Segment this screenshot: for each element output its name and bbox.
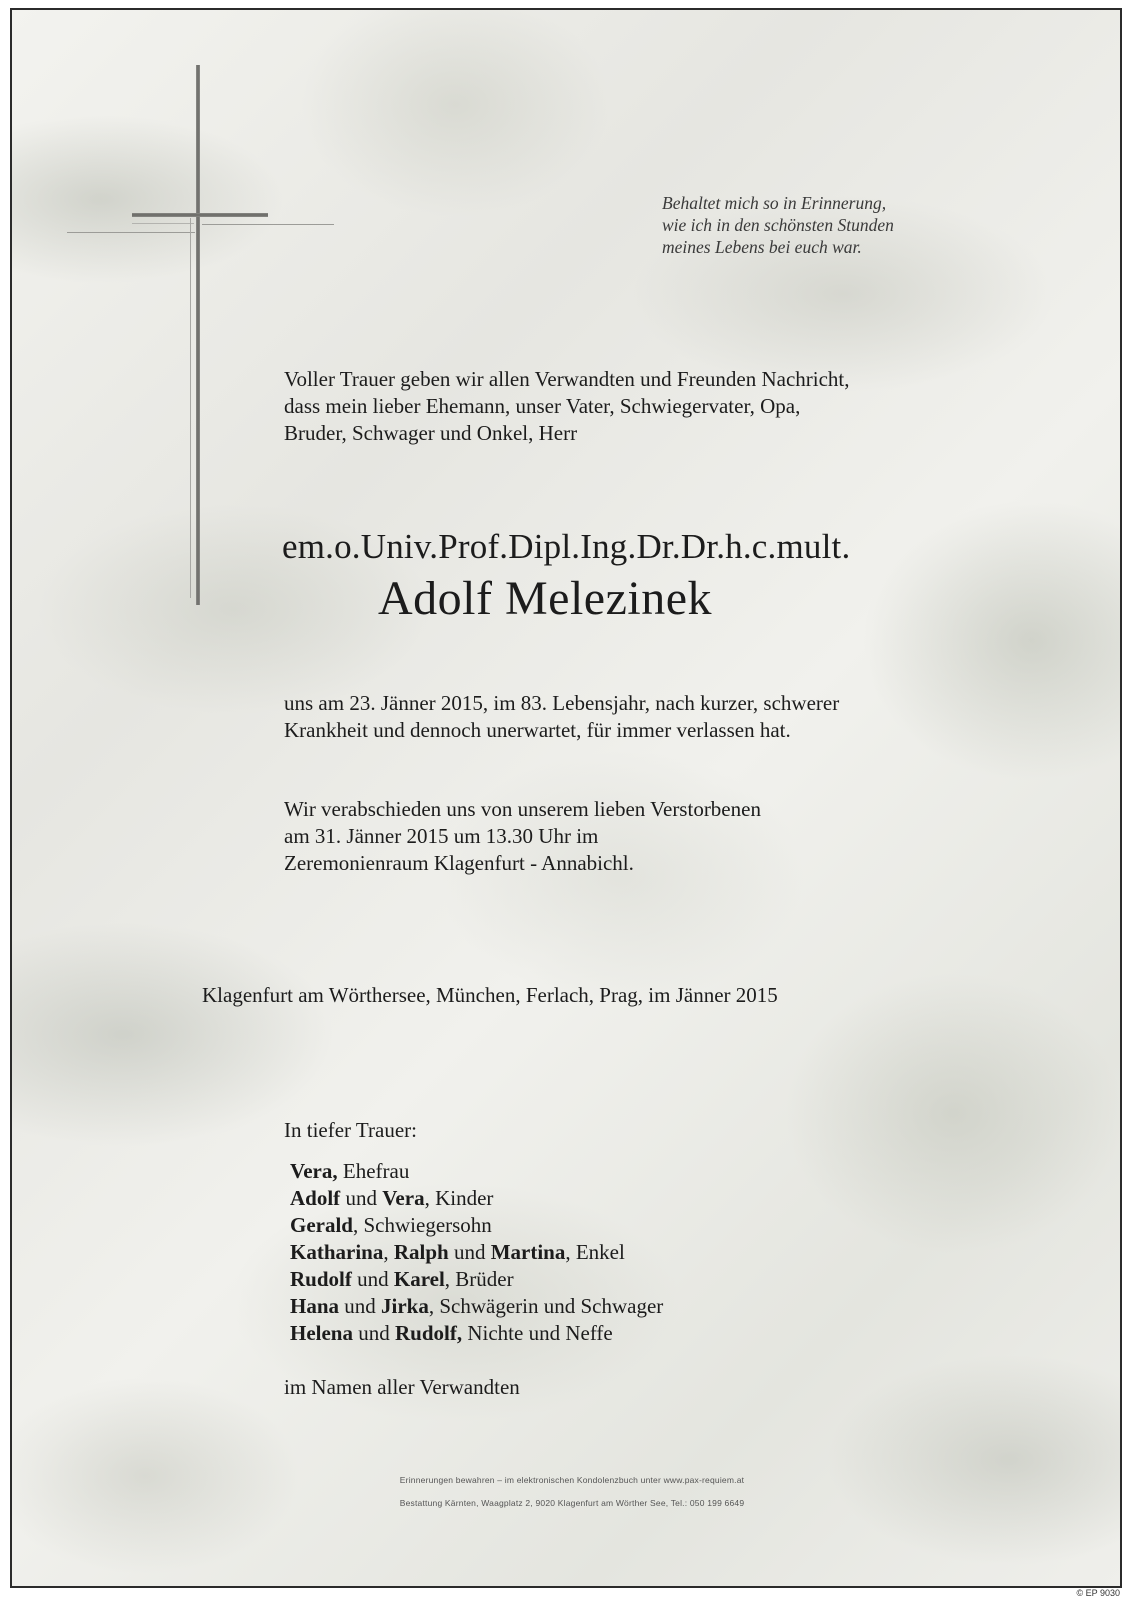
farewell-line: Wir verabschieden uns von unserem lieben Verstorbenen — [284, 797, 761, 821]
announcement-text — [284, 366, 1044, 447]
cross-beam-vertical — [196, 65, 200, 605]
obituary-notice — [10, 8, 1122, 1588]
cross-line — [132, 223, 194, 224]
mourners-list — [290, 1158, 890, 1347]
mourner-entry: Katharina, Ralph und Martina, Enkel — [290, 1240, 625, 1264]
cross-line — [190, 218, 191, 598]
mourner-entry: Rudolf und Karel, Brüder — [290, 1267, 514, 1291]
mourner-entry: Vera, Ehefrau — [290, 1159, 410, 1183]
footer-condolence-line: Erinnerungen bewahren – im elektronischen Kondolenzbuch unter www.pax-requiem.at — [399, 1475, 745, 1485]
cross-line — [202, 224, 334, 225]
deceased-name: Adolf Melezinek — [378, 572, 713, 625]
cross-line — [67, 232, 195, 233]
mourner-entry: Adolf und Vera, Kinder — [290, 1186, 494, 1210]
quote-line: Behaltet mich so in Erinnerung, — [662, 193, 887, 213]
passing-text — [284, 690, 1064, 744]
deceased-academic-title: em.o.Univ.Prof.Dipl.Ing.Dr.Dr.h.c.mult. — [282, 527, 851, 566]
announcement-line: Voller Trauer geben wir allen Verwandten und Freunden Nachricht, — [284, 367, 850, 391]
farewell-line: am 31. Jänner 2015 um 13.30 Uhr im — [284, 824, 599, 848]
cross-beam-horizontal — [132, 213, 268, 217]
places-and-date: Klagenfurt am Wörthersee, München, Ferlach, Prag, im Jänner 2015 — [202, 983, 778, 1007]
passing-line: Krankheit und dennoch unerwartet, für immer verlassen hat. — [284, 718, 791, 742]
mourners-closing: im Namen aller Verwandten — [284, 1375, 520, 1399]
farewell-line: Zeremonienraum Klagenfurt - Annabichl. — [284, 851, 634, 875]
quote-line: wie ich in den schönsten Stunden — [662, 215, 894, 235]
farewell-details — [284, 796, 1044, 877]
quote-line: meines Lebens bei euch war. — [662, 237, 862, 257]
print-code: © EP 9030 — [1076, 1588, 1120, 1598]
announcement-line: dass mein lieber Ehemann, unser Vater, Schwiegervater, Opa, — [284, 394, 801, 418]
mourner-entry: Helena und Rudolf, Nichte und Neffe — [290, 1321, 613, 1345]
announcement-line: Bruder, Schwager und Onkel, Herr — [284, 421, 578, 445]
mourner-entry: Hana und Jirka, Schwägerin und Schwager — [290, 1294, 664, 1318]
mourners-heading: In tiefer Trauer: — [284, 1118, 417, 1142]
mourner-entry: Gerald, Schwiegersohn — [290, 1213, 492, 1237]
footer-undertaker-line: Bestattung Kärnten, Waagplatz 2, 9020 Klagenfurt am Wörther See, Tel.: 050 199 6649 — [399, 1498, 745, 1508]
passing-line: uns am 23. Jänner 2015, im 83. Lebensjahr, nach kurzer, schwerer — [284, 691, 840, 715]
memorial-quote — [662, 192, 992, 258]
